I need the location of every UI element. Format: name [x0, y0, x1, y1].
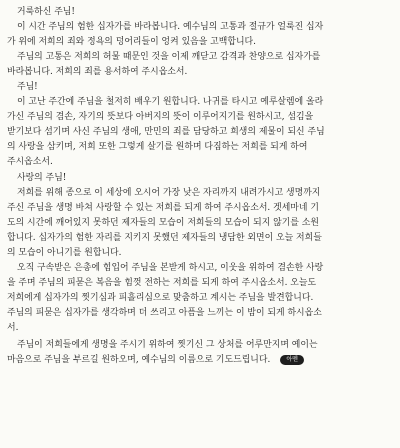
text-line: 사랑의 주님! [17, 172, 67, 183]
text-line: 받기보다 섬기며 사신 주님의 생애, 만민의 죄를 담당하고 희생의 제물이 되신 주님 [7, 127, 325, 138]
text-line: 을 주며 주님의 피묻은 복음을 힘껏 전하는 저희를 되게 하여 주시옵소서. 오늘도 [7, 277, 317, 288]
text-line: 도의 시간에 깨어있지 못하던 제자들의 모습이 저희들의 모습이 되지 않기를 소원 [7, 217, 319, 228]
amen-badge: 아멘 [280, 355, 304, 365]
text-line: 주님이 저희들에게 생명을 주시기 위하여 찟기신 그 상처를 어루만지며 예이는 [17, 340, 318, 351]
text-line: 저희에게 십자가의 찟기심과 피흘리심으로 맞춤하고 계시는 주님을 발견합니다. [7, 292, 314, 303]
prayer-text [7, 5, 392, 368]
text-line: 이 고난 주간에 주님을 철저히 배우기 원합니다. 나귀를 타시고 예루살렘에 올라 [17, 97, 324, 108]
text-line: 주님의 고통은 저희의 허물 때문인 것을 이제 깨닫고 감격과 찬양으로 십자가를 [17, 52, 321, 63]
text-line: 가 위에 저희의 죄와 정욕의 덩어리들이 엉켜 있음을 고백합니다. [7, 37, 256, 48]
text-line: 오직 구속받은 은총에 힘입어 주님을 본받게 하시고, 이웃을 위하여 겸손한 사랑 [17, 262, 324, 273]
text-line: 주님! [17, 82, 38, 93]
text-line: 주신 주님을 생명 바쳐 사랑할 수 있는 저희를 되게 하여 주시옵소서. 겟세마네 기 [7, 202, 319, 213]
text-line: 의 모습이 아니기를 원합니다. [7, 247, 122, 258]
text-line: 이 시간 주님의 험한 십자가를 바라봅니다. 예수님의 고통과 절규가 얼룩진 십자 [17, 22, 324, 33]
text-line: 합니다. 십자가의 험한 자리를 지키지 못했던 제자들의 냉담한 외면이 오늘 저희들 [7, 232, 322, 243]
text-line: 바라봅니다. 저희의 죄를 용서하여 주시옵소서. [7, 67, 188, 78]
text-line: 저희를 위해 종으로 이 세상에 오시어 가장 낮은 자리까지 내려가시고 생명까지 [17, 187, 321, 198]
text-line: 가신 주님의 겸손, 자기의 뜻보다 아버지의 뜻이 이루어지기를 원하시고, 섬김을 [7, 112, 314, 123]
text-line: 주시옵소서. [7, 157, 53, 168]
text-line: 서. [7, 322, 19, 333]
text-line: 주님의 피묻은 십자가를 생각하며 더 쓰리고 아픔을 느끼는 이 밤이 되게 하시옵소 [7, 307, 322, 318]
text-line [7, 353, 392, 368]
closing-text: 마음으로 주님을 부르길 원하오며, 예수님의 이름으로 기도드립니다. [7, 355, 271, 366]
text-line: 의 사랑을 삼키며, 저희 또한 그렇게 살기를 원하며 다짐하는 저희를 되게 하여 [7, 142, 308, 153]
text-line: 거룩하신 주님! [17, 7, 75, 17]
